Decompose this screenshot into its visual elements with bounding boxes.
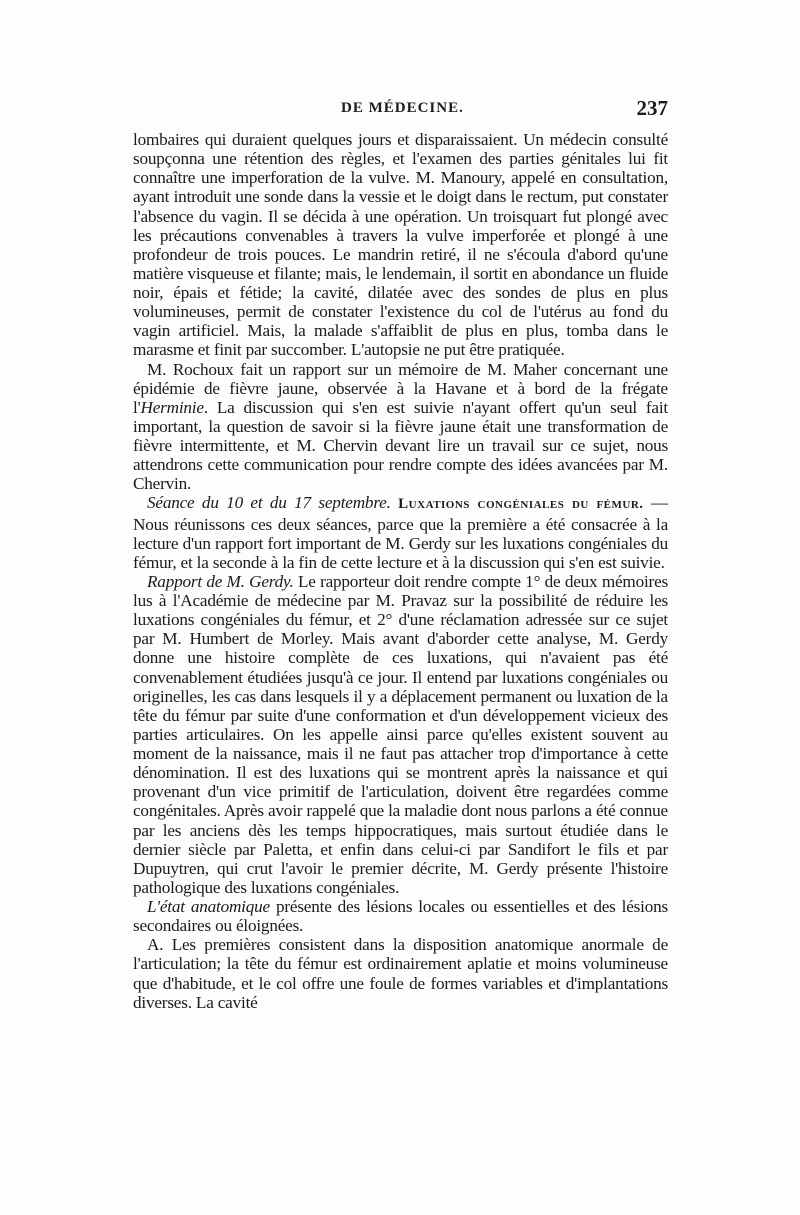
- paragraph-2-text: M. Rochoux fait un rapport sur un mémoire de M. Maher concernant une épidémie de fièvre jaune, observée à la Havane et à bord de la frégate l': [133, 359, 668, 417]
- anatomy-heading: L'état anatomique: [147, 897, 270, 916]
- running-header: [133, 96, 668, 122]
- ship-name: Herminie: [140, 397, 204, 417]
- body-text: [133, 130, 668, 1012]
- paragraph-1-text: lombaires qui duraient quelques jours et disparaissaient. Un médecin consulté soupçonna une rétention des règles, et l'examen des parties génitales lui fit connaître une imperforation de la vulve. M. Manoury, appelé en consultation, ayant introduit une sonde dans la vessie et le doigt dans le rectum, put constater l'absence du vagin. Il se décida à une opération. Un troisquart fut plongé avec les précautions convenables à travers la vulve imperforée et plongé à une profondeur de trois pouces. Le mandrin retiré, il ne s'écoula d'abord qu'une matière visqueuse et filante; mais, le lendemain, il sortit en abondance un fluide noir, épais et fétide; la cavité, dilatée avec des sondes de plus en plus volumineuses, permit de constater l'existence du col de l'utérus au fond du vagin artificiel. Mais, la malade s'affaiblit de plus en plus, tomba dans le marasme et finit par succomber. L'autopsie ne put être pratiquée.: [133, 130, 668, 360]
- paragraph-3-text: — Nous réunissons ces deux séances, parce que la première a été consacrée à la lecture d'un rapport fort important de M. Gerdy sur les luxations congéniales du fémur, et la seconde à la fin de cette lecture et à la discussion qui s'en est suivie.: [133, 493, 668, 572]
- running-title: DE MÉDECINE.: [341, 100, 464, 116]
- paragraph-5-text: présente des lésions locales ou essentielles et des lésions secondaires ou éloignées.: [133, 897, 668, 936]
- paragraph-4-text: Le rapporteur doit rendre compte 1° de deux mémoires lus à l'Académie de médecine par M. Pravaz sur la possibilité de réduire les luxations congéniales du fémur, et 2° d'une réclamation adressée sur ce sujet par M. Humbert de Morley. Mais avant d'aborder cette analyse, M. Gerdy donne une histoire complète de ces luxations, qui n'avaient pas été convenablement étudiées jusqu'à ce jour. Il entend par luxations congéniales ou originelles, les cas dans lesquels il y a déplacement permanent ou luxation de la tête du fémur par suite d'une conformation et d'un développement vicieux des parties articulaires. On les appelle ainsi parce qu'elles existent souvent au moment de la naissance, mais il ne faut pas attacher trop d'importance à cette dénomination. Il est des luxations qui se montrent après la naissance et qui provenant d'un vice primitif de l'articulation, doivent être regardées comme congénitales. Après avoir rappelé que la maladie dont nous parlons a été connue par les anciens dès les temps hippocratiques, mais surtout étudiée dans le dernier siècle par Paletta, et enfin dans celui-ci par Sandifort le fils et par Dupuytren, qui crut l'avoir le premier décrite, M. Gerdy présente l'histoire pathologique des luxations congéniales.: [133, 571, 668, 897]
- page-number: 237: [636, 96, 668, 120]
- paragraph-2-text-after: . La discussion qui s'en est suivie n'ayant offert qu'un seul fait important, la question de savoir si la fièvre jaune était une transformation de fièvre intermittente, et M. Chervin devant lire un travail sur ce sujet, nous attendrons cette communication pour rendre compte des idées avancées par M. Chervin.: [133, 397, 668, 494]
- paragraph-3: [133, 493, 668, 572]
- paragraph-1: [133, 130, 668, 360]
- report-title: Rapport de M. Gerdy.: [147, 571, 294, 591]
- paragraph-5: [133, 897, 668, 935]
- paragraph-2: [133, 360, 668, 494]
- section-heading: Luxations congéniales du fémur.: [398, 496, 644, 513]
- paragraph-6-text: A. Les premières consistent dans la disposition anatomique anormale de l'articulation; la tête du fémur est ordinairement aplatie et moins volumineuse que d'habitude, et le col offre une foule de formes variables et d'implantations diverses. La cavité: [133, 935, 668, 1012]
- session-date: Séance du 10 et du 17 septembre.: [147, 493, 391, 513]
- paragraph-4: [133, 572, 668, 897]
- paragraph-6: [133, 935, 668, 1012]
